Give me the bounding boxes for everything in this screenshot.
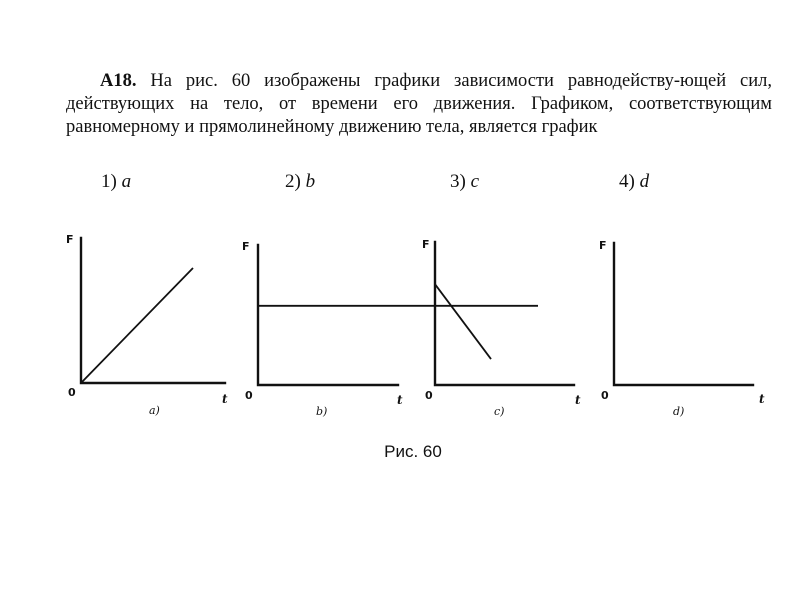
option-letter: a [121,171,132,192]
option-letter: c [470,171,480,192]
x-axis-label: t [222,392,228,406]
origin-label: 0 [245,389,253,402]
x-axis-label: t [759,392,765,406]
option-number: 1) [101,171,117,192]
option-number: 3) [450,171,466,192]
figure-caption: Рис. 60 [384,442,442,461]
x-axis-label: t [575,393,581,407]
y-axis-label: F [242,240,250,253]
x-axis-label: t [397,393,403,407]
y-axis-label: F [422,238,430,251]
y-axis-label: F [66,233,74,246]
subplot-label: b) [316,405,328,418]
origin-label: 0 [601,389,609,402]
subplot-label: c) [494,405,505,418]
y-axis-label: F [599,239,607,252]
question-text: На рис. 60 изображены графики зависимости равнодейству-ющей сил, действующих на тело, от времени его движения. Графиком, соответствующим равномерному и прямолинейному движению тела, является график [66,71,773,137]
axes-4 [614,243,753,385]
question-number: А18. [100,71,137,91]
series-line-3 [435,284,491,359]
series-line-1 [81,268,193,383]
option-letter: b [305,171,316,192]
option-number: 4) [619,171,635,192]
option-number: 2) [285,171,301,192]
subplot-label: d) [673,405,685,418]
option-letter: d [639,171,650,192]
axes-2 [258,245,398,385]
origin-label: 0 [68,386,76,399]
origin-label: 0 [425,389,433,402]
subplot-label: a) [149,404,160,417]
